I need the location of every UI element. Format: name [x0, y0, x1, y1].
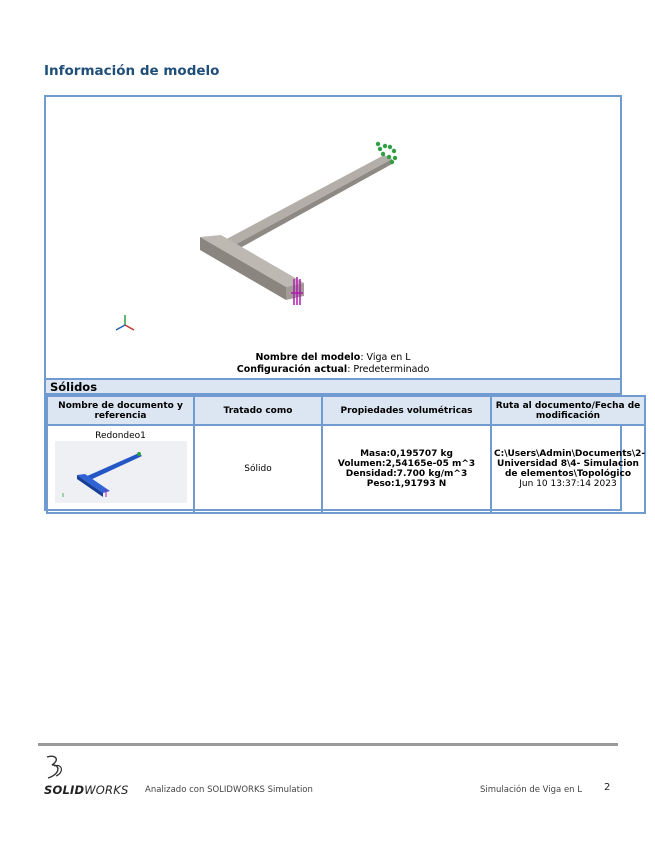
treated-as-cell: Sólido [194, 425, 322, 513]
prop-density: Densidad:7.700 kg/m^3 [345, 469, 468, 479]
col-path-date: Ruta al documento/Fecha de modificación [491, 396, 645, 425]
table-header-row [47, 396, 645, 425]
doc-path: C:\Users\Admin\Documents\2- Universidad 8\4- Simulacion de elementos\Topológico [494, 449, 646, 479]
solids-heading: Sólidos [46, 378, 620, 395]
col-volumetric: Propiedades volumétricas [322, 396, 491, 425]
mod-date: Jun 10 13:37:14 2023 [519, 479, 617, 489]
solidworks-logo: SOLIDWORKS [44, 783, 129, 797]
model-view [46, 97, 620, 378]
doc-name-cell [47, 425, 194, 513]
model-info-frame [44, 95, 646, 511]
section-title: Información de modelo [44, 63, 220, 79]
table-row [47, 425, 645, 513]
solid-thumbnail [55, 441, 187, 503]
config-caption: Configuración actual: Predeterminado [236, 364, 430, 375]
footer-right-text: Simulación de Viga en L [480, 785, 582, 795]
prop-weight: Peso:1,91793 N [366, 479, 447, 489]
col-treated-as: Tratado como [194, 396, 322, 425]
col-doc-name: Nombre de documento y referencia [47, 396, 194, 425]
volumetric-props-cell [322, 425, 491, 513]
page-number: 2 [604, 782, 611, 793]
solids-table [46, 395, 646, 514]
model-name-caption: Nombre del modelo: Viga en L [255, 352, 411, 363]
doc-name: Redondeo1 [95, 430, 146, 441]
beam-model-image [46, 97, 620, 347]
prop-volume: Volumen:2,54165e-05 m^3 [337, 459, 476, 469]
footer-rule [38, 743, 618, 746]
footer-left-text: Analizado con SOLIDWORKS Simulation [145, 785, 313, 795]
path-date-cell [491, 425, 645, 513]
ds-logo-icon [44, 754, 66, 782]
prop-mass: Masa:0,195707 kg [360, 449, 453, 459]
